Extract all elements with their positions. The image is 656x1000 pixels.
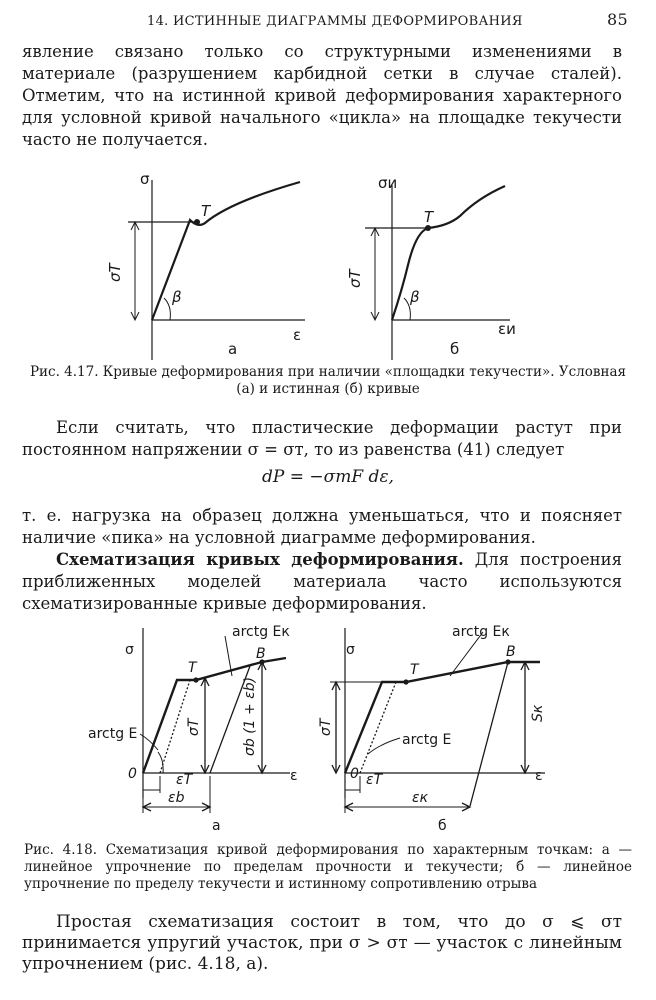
fig17b-sub-label: б bbox=[450, 340, 460, 358]
fig18a-eps-t: εT bbox=[176, 772, 193, 788]
fig17a-angle-label: β bbox=[172, 288, 182, 306]
fig18b-arctg-ek: arctg Eк bbox=[452, 624, 510, 640]
figure-4-18 bbox=[0, 618, 656, 840]
fig18b-s-k: Sк bbox=[530, 704, 546, 722]
paragraph-yield-condition: Если считать, что пластические деформации растут при постоянном напряжении σ = σт, то из равенства (41) следует bbox=[22, 418, 622, 459]
fig18a-b-label: B bbox=[256, 646, 266, 662]
fig17a-sigma-label: σT bbox=[106, 263, 124, 282]
fig18a-arctg-e: arctg E bbox=[88, 726, 138, 742]
fig18a-sigma-t: σT bbox=[186, 718, 202, 736]
running-title: 14. ИСТИННЫЕ ДИАГРАММЫ ДЕФОРМИРОВАНИЯ bbox=[147, 14, 523, 29]
fig18a-t-label: T bbox=[188, 660, 197, 676]
fig18a-eps-b: εb bbox=[168, 790, 185, 806]
schematization-text: Для построения приближенных моделей материала часто используются схематизированные кривые деформирования. bbox=[22, 550, 623, 613]
fig18b-eps-k: εк bbox=[412, 790, 429, 806]
fig18b-curve bbox=[345, 662, 540, 773]
fig17b-sigma-label: σT bbox=[346, 269, 364, 288]
fig18b-origin: 0 bbox=[350, 766, 359, 782]
fig18a-sigma-b: σb (1 + εb) bbox=[242, 676, 258, 756]
fig17b-curve bbox=[392, 186, 505, 320]
fig18b-arctg-e: arctg E bbox=[402, 732, 452, 748]
fig17a-point-label: T bbox=[201, 202, 211, 220]
fig18a-sub-label: а bbox=[212, 818, 221, 834]
fig17b-angle-label: β bbox=[410, 288, 420, 306]
fig18b-unload-t bbox=[360, 682, 396, 773]
fig18a-point-t bbox=[193, 677, 198, 682]
running-header bbox=[22, 10, 628, 34]
figure-4-17-caption: Рис. 4.17. Кривые деформирования при наличии «площадки текучести». Условная (а) и истинная (б) кривые bbox=[29, 364, 627, 397]
fig17a-sub-label: а bbox=[228, 340, 238, 358]
fig17a-x-label: ε bbox=[293, 326, 302, 344]
fig18b-point-t bbox=[403, 679, 408, 684]
paragraph-intro: явление связано только со структурными изменениями в материале (разрушением карбидной сетки в случае сталей). Отметим, что на истинной кривой деформирования характерного для условной кривой начального «цикла» на площадке текучести часто не получается. bbox=[22, 42, 622, 149]
fig18a-origin: 0 bbox=[128, 766, 137, 782]
fig17b-y-label: σи bbox=[378, 174, 398, 192]
fig18b-t-label: T bbox=[410, 662, 419, 678]
fig18b-y-label: σ bbox=[346, 642, 355, 658]
fig18a-y-label: σ bbox=[125, 642, 134, 658]
fig18a-x-label: ε bbox=[290, 768, 298, 784]
page-number: 85 bbox=[607, 10, 628, 29]
fig18b-sigma-t: σT bbox=[318, 718, 334, 736]
schematization-heading: Схематизация кривых деформирования. bbox=[56, 550, 464, 569]
fig18b-leader-elastic bbox=[368, 738, 400, 754]
fig17a-angle-arc bbox=[164, 298, 170, 320]
fig17b-point-label: T bbox=[424, 208, 434, 226]
fig17a-point-t bbox=[194, 219, 200, 225]
fig18a-arctg-ek: arctg Eк bbox=[232, 624, 290, 640]
fig17b-x-label: εи bbox=[498, 320, 516, 338]
fig18b-point-b bbox=[505, 659, 510, 664]
fig18a-curve bbox=[143, 658, 286, 773]
fig17a-y-label: σ bbox=[140, 170, 150, 188]
fig18b-sub-label: б bbox=[438, 818, 447, 834]
paragraph-schematization bbox=[22, 549, 622, 615]
fig18b-b-label: B bbox=[506, 644, 516, 660]
fig18b-unload-b bbox=[470, 662, 508, 806]
fig18b-eps-t: εT bbox=[366, 772, 383, 788]
figure-4-18-caption: Рис. 4.18. Схематизация кривой деформирования по характерным точкам: а — линейное упрочнение по пределам прочности и текучести; б — линейное упрочнение по пределу текучести и истинному сопротивлению отрыва bbox=[24, 842, 632, 892]
paragraph-load-decrease: т. е. нагрузка на образец должна уменьшаться, что и поясняет наличие «пика» на условной диаграмме деформирования. bbox=[22, 506, 622, 547]
formula-dp: dP = −σтF dε, bbox=[262, 467, 394, 487]
paragraph-simple-schematization: Простая схематизация состоит в том, что до σ ⩽ σт принимается упругий участок, при σ > σт — участок с линейным упрочнением (рис. 4.18, а). bbox=[22, 912, 622, 974]
fig18b-x-label: ε bbox=[535, 768, 543, 784]
figure-4-17 bbox=[0, 170, 656, 360]
